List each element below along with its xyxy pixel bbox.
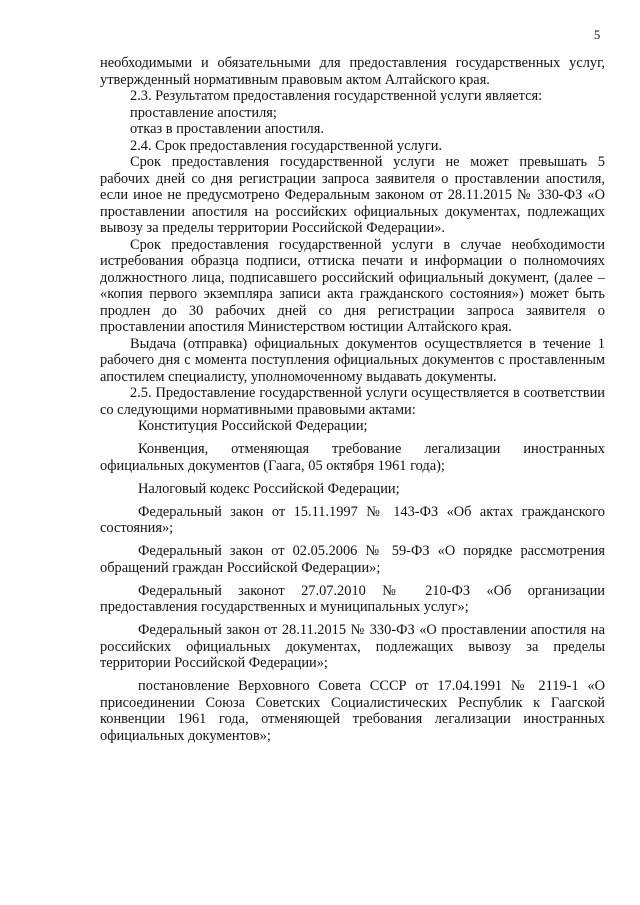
paragraph: необходимыми и обязательными для предоставления государственных услуг, утвержденный нормативным правовым актом Алтайского края. [100,55,605,88]
paragraph: Федеральный закон от 28.11.2015 № 330-ФЗ «О проставлении апостиля на российских официальных документах, подлежащих вывозу за пределы территории Российской Федерации»; [100,622,605,671]
paragraph: Выдача (отправка) официальных документов осуществляется в течение 1 рабочего дня с момента поступления официальных документов с проставленным апостилем специалисту, уполномоченному выдавать документы. [100,335,605,385]
paragraph: Налоговый кодекс Российской Федерации; [138,480,400,497]
paragraph: проставление апостиля; [130,104,277,121]
paragraph: 2.3. Результатом предоставления государственной услуги является: [130,88,543,104]
paragraph: 2.4. Срок предоставления государственной услуги. [130,137,443,154]
paragraph: Конституция Российской Федерации; [138,418,368,434]
paragraph: Срок предоставления государственной услуги не может превышать 5 рабочих дней со дня регистрации запроса заявителя о проставлении апостиля, если иное не предусмотрено Федеральным законом от 28.11.2015 № 330-ФЗ «О проставлении апостиля на российских официальных документах, подлежащих вывозу за пределы территории Российской Федерации». [100,154,605,236]
paragraph: 2.5. Предоставление государственной услуги осуществляется в соответствии со следующими нормативными правовыми актами: [100,385,605,418]
paragraph: Федеральный закон от 15.11.1997 № 143-ФЗ «Об актах гражданского состояния»; [100,503,605,536]
paragraph: Федеральный законот 27.07.2010 № 210-ФЗ «Об организации предоставления государственных и муниципальных услуг»; [100,582,605,615]
paragraph: постановление Верховного Совета СССР от 17.04.1991 № 2119-1 «О присоединении Союза Советских Социалистических Республик к Гаагской конвенции 1961 года, отменяющей требования легализации иностранных официальных документов»; [100,678,605,744]
paragraph: отказ в проставлении апостиля. [130,121,324,137]
page-number: 5 [594,28,601,42]
paragraph: Конвенция, отменяющая требование легализации иностранных официальных документов (Гаага, 05 октября 1961 года); [100,441,605,474]
paragraph: Срок предоставления государственной услуги в случае необходимости истребования образца подписи, оттиска печати и информации о полномочиях должностного лица, подписавшего российский официальный документ, (далее – «копия первого экземпляра записи акта гражданского состояния») может быть продлен до 30 рабочих дней со дня регистрации запроса заявителя о проставлении апостиля Министерством юстиции Алтайского края. [100,236,605,335]
paragraph: Федеральный закон от 02.05.2006 № 59-ФЗ «О порядке рассмотрения обращений граждан Российской Федерации»; [100,543,605,576]
document-body [100,55,605,744]
